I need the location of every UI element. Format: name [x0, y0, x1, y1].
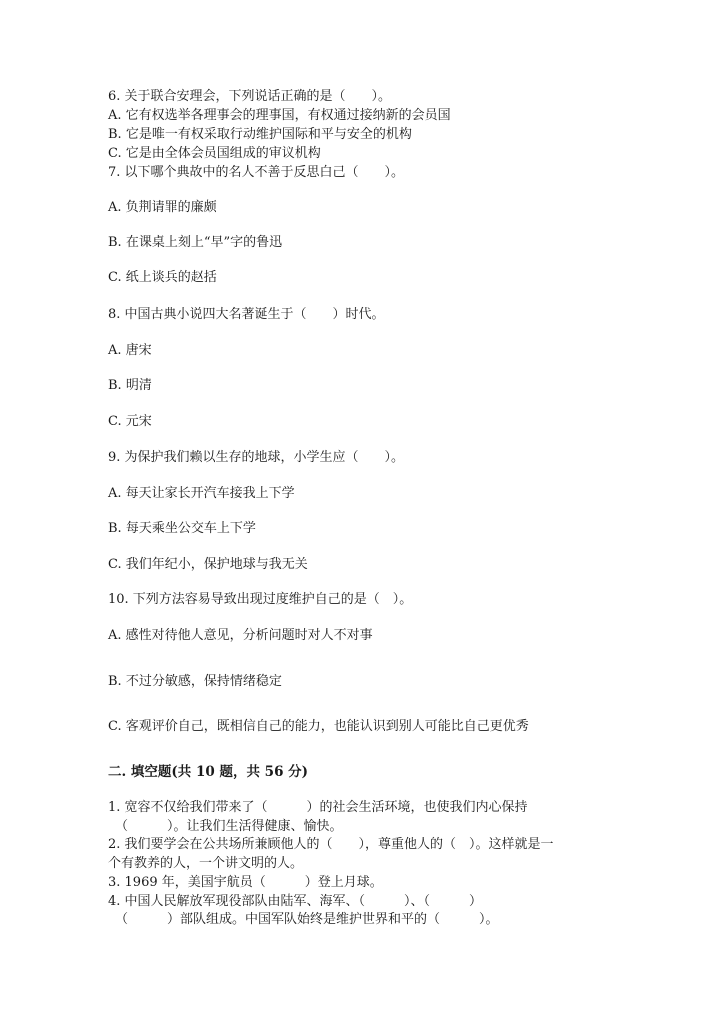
fill-item-1-line-1: 1. 宽容不仅给我们带来了（ ）的社会生活环境，也使我们内心保持 [108, 800, 528, 815]
question-6-stem: 6. 关于联合安理会，下列说话正确的是（ ）。 [108, 89, 392, 104]
fill-item-1-line-2: （ ）。让我们生活得健康、愉快。 [115, 819, 343, 834]
fill-item-4-line-1: 4. 中国人民解放军现役部队由陆军、海军、（ ）、（ ） [108, 894, 483, 909]
question-8-option-b: B. 明清 [108, 378, 152, 393]
question-10-option-b: B. 不过分敏感，保持情绪稳定 [108, 674, 282, 689]
fill-item-4-line-2: （ ）部队组成。中国军队始终是维护世界和平的（ ）。 [115, 912, 499, 927]
fill-item-2-line-1: 2. 我们要学会在公共场所兼顾他人的（ ），尊重他人的（ ）。这样就是一 [108, 837, 554, 852]
question-6-option-a: A. 它有权选举各理事会的理事国，有权通过接纳新的会员国 [108, 108, 451, 123]
fill-item-2-line-2: 个有教养的人，一个讲文明的人。 [108, 856, 304, 871]
question-9-stem: 9. 为保护我们赖以生存的地球，小学生应（ ）。 [108, 450, 405, 465]
question-7-option-a: A. 负荆请罪的廉颇 [108, 200, 217, 215]
question-8-option-a: A. 唐宋 [108, 343, 152, 358]
section-heading: 二. 填空题(共 10 题，共 56 分) [108, 764, 309, 780]
question-6-option-c: C. 它是由全体会员国组成的审议机构 [108, 146, 321, 161]
question-6-option-b: B. 它是唯一有权采取行动维护国际和平与安全的机构 [108, 127, 412, 142]
question-10-stem: 10. 下列方法容易导致出现过度维护自己的是（ ）。 [108, 592, 413, 607]
question-7-option-c: C. 纸上谈兵的赵括 [108, 270, 217, 285]
question-8-option-c: C. 元宋 [108, 414, 152, 429]
question-8-stem: 8. 中国古典小说四大名著诞生于（ ）时代。 [108, 307, 385, 322]
question-9-option-c: C. 我们年纪小，保护地球与我无关 [108, 557, 308, 572]
question-9-option-b: B. 每天乘坐公交车上下学 [108, 521, 256, 536]
question-7-option-b: B. 在课桌上刻上“早”字的鲁迅 [108, 235, 283, 250]
fill-item-3-line-1: 3. 1969 年，美国宇航员（ ）登上月球。 [108, 875, 383, 890]
question-10-option-a: A. 感性对待他人意见，分析问题时对人不对事 [108, 628, 373, 643]
question-7-stem: 7. 以下哪个典故中的名人不善于反思白己（ ）。 [108, 165, 405, 180]
question-9-option-a: A. 每天让家长开汽车接我上下学 [108, 486, 295, 501]
question-10-option-c: C. 客观评价自己，既相信自己的能力，也能认识到别人可能比自己更优秀 [108, 719, 529, 734]
